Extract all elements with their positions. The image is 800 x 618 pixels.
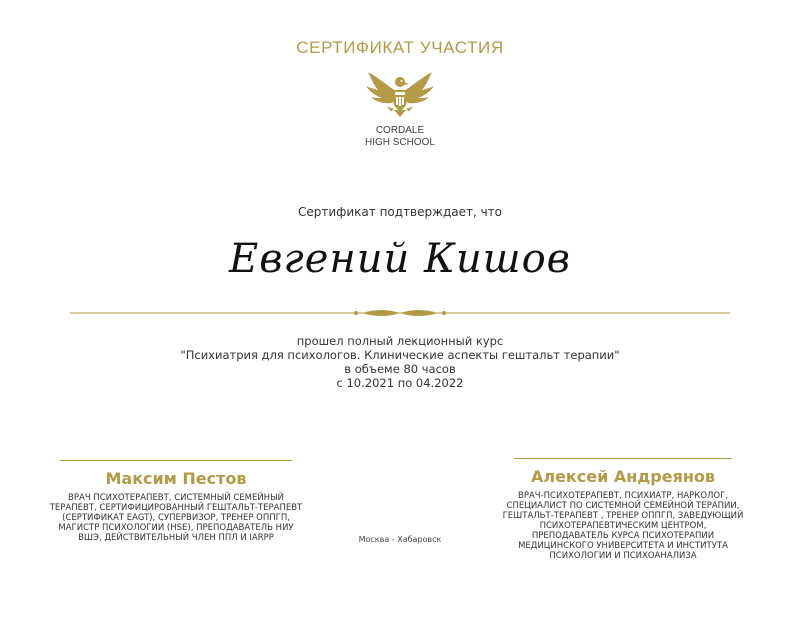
desc-line: МЕДИЦИНСКОГО УНИВЕРСИТЕТА И ИНСТИТУТА: [518, 541, 728, 551]
brand-line-1: CORDALE: [375, 125, 425, 136]
signatory-name-left: Максим Пестов: [105, 469, 247, 488]
signatory-name-right: Алексей Андреянов: [530, 467, 716, 486]
course-details: [0, 334, 800, 390]
ornamental-divider: [70, 306, 730, 320]
desc-line: (СЕРТИФИКАТ EAGT), СУПЕРВИЗОР, ТРЕНЕР ОППГП,: [62, 513, 290, 523]
course-line: прошел полный лекционный курс: [296, 334, 504, 348]
desc-line: ВРАЧ-ПСИХОТЕРАПЕВТ, ПСИХИАТР, НАРКОЛОГ,: [518, 491, 728, 501]
location: Москва - Хабаровск: [358, 535, 442, 544]
confirm-text: Сертификат подтверждает, что: [297, 205, 503, 219]
signatory-desc-left: [40, 493, 312, 543]
desc-line: МАГИСТР ПСИХОЛОГИИ (HSE), ПРЕПОДАВАТЕЛЬ НИУ: [58, 523, 294, 533]
desc-line: ВШЭ, ДЕЙСТВИТЕЛЬНЫЙ ЧЛЕН ППЛ И IARPP: [78, 533, 274, 543]
signatory-desc-right: [492, 491, 754, 561]
eagle-crest-icon: [364, 70, 436, 118]
desc-line: ТЕРАПЕВТ, СЕРТИФИЦИРОВАННЫЙ ГЕШТАЛЬТ-ТЕРАПЕВТ: [49, 503, 303, 513]
certificate-title: СЕРТИФИКАТ УЧАСТИЯ: [296, 38, 504, 57]
signature-line-left: [60, 460, 292, 461]
course-title: "Психиатрия для психологов. Клинические аспекты гештальт терапии": [180, 348, 620, 362]
desc-line: ПСИХОТЕРАПЕВТИЧЕСКИМ ЦЕНТРОМ,: [539, 521, 707, 531]
desc-line: ПРЕПОДАВАТЕЛЬ КУРСА ПСИХОТЕРАПИИ: [531, 531, 715, 541]
school-brand: [0, 125, 800, 149]
desc-line: ГЕШТАЛЬТ-ТЕРАПЕВТ , ТРЕНЕР ОППГП, ЗАВЕДУЮЩИЙ: [502, 511, 744, 521]
brand-line-2: HIGH SCHOOL: [364, 137, 435, 148]
course-dates: с 10.2021 по 04.2022: [336, 376, 464, 390]
course-hours: в объеме 80 часов: [344, 362, 456, 376]
desc-line: ПСИХОЛОГИИ И ПСИХОАНАЛИЗА: [549, 551, 697, 561]
recipient-name: Евгений Кишов: [229, 236, 571, 282]
desc-line: ВРАЧ ПСИХОТЕРАПЕВТ, СИСТЕМНЫЙ СЕМЕЙНЫЙ: [68, 493, 284, 503]
desc-line: СПЕЦИАЛИСТ ПО СИСТЕМНОЙ СЕМЕЙНОЙ ТЕРАПИИ,: [506, 501, 740, 511]
signature-line-right: [514, 458, 732, 459]
